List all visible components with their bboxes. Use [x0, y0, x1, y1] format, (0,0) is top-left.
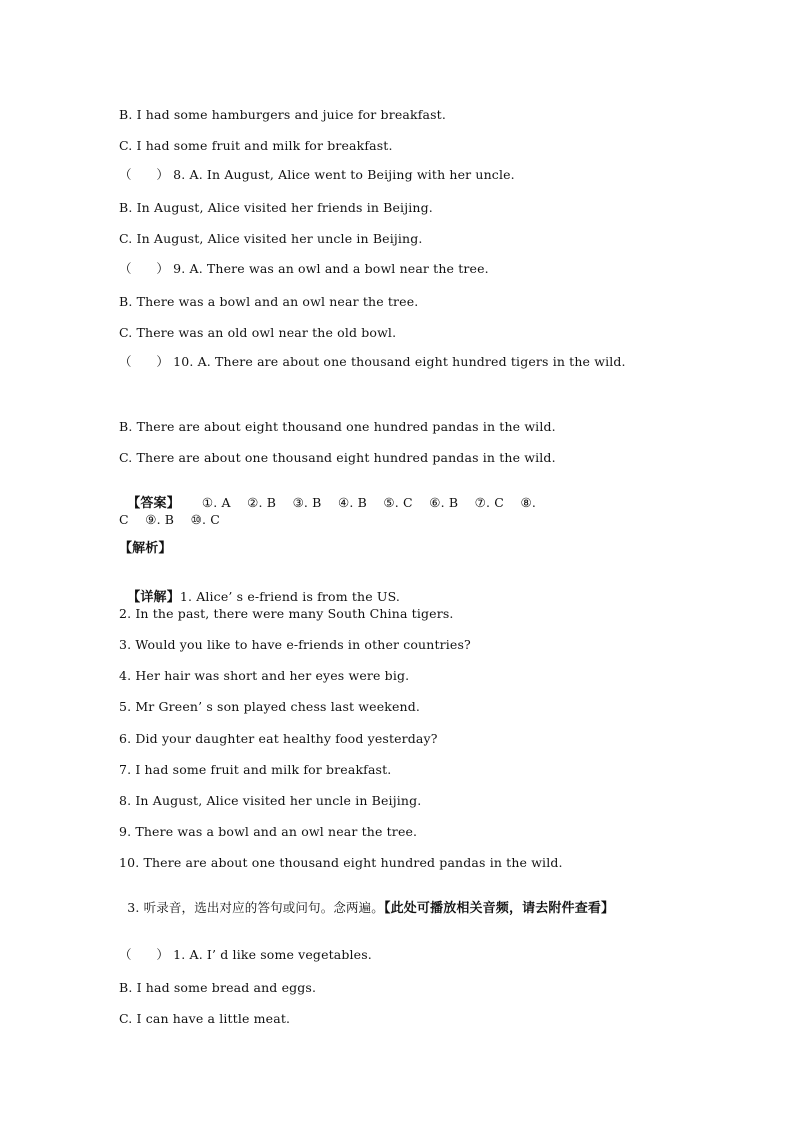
detail-item: 5. Mr Green’ s son played chess last weekend.	[119, 699, 420, 714]
option-line: B. There was a bowl and an owl near the tree.	[119, 294, 419, 309]
audio-note: 【此处可播放相关音频，请去附件查看】	[383, 901, 615, 916]
detail-item: 2. In the past, there were many South China tigers.	[119, 606, 454, 621]
detail-row	[119, 573, 400, 606]
detail-item: 6. Did your daughter eat healthy food yesterday?	[119, 731, 438, 746]
detail-item: 3. Would you like to have e-friends in other countries?	[119, 637, 471, 652]
question-line: （ ） 8. A. In August, Alice went to Beijing with her uncle.	[119, 167, 515, 182]
option-line: B. I had some hamburgers and juice for breakfast.	[119, 107, 446, 122]
detail-item: 4. Her hair was short and her eyes were big.	[119, 668, 410, 683]
answer-row	[119, 479, 536, 512]
detail-item: 10. There are about one thousand eight hundred pandas in the wild.	[119, 855, 563, 870]
answer-label: 【答案】	[127, 496, 180, 511]
instruction-text: 3. 听录音，选出对应的答句或问句。念两遍。	[127, 900, 384, 915]
question-line: （ ） 10. A. There are about one thousand eight hundred tigers in the wild.	[119, 354, 626, 369]
question-line: （ ） 1. A. I’ d like some vegetables.	[119, 947, 372, 962]
option-line: B. There are about eight thousand one hundred pandas in the wild.	[119, 419, 556, 434]
section-instruction	[119, 884, 614, 917]
option-line: C. In August, Alice visited her uncle in Beijing.	[119, 231, 423, 246]
option-line: C. I can have a little meat.	[119, 1011, 291, 1026]
detail-item: 1. Alice’ s e-friend is from the US.	[179, 589, 400, 604]
answer-values-continued: C ⑨. B ⑩. C	[119, 512, 220, 527]
option-line: C. There was an old owl near the old bowl.	[119, 325, 397, 340]
option-line: B. I had some bread and eggs.	[119, 980, 317, 995]
answer-values: ①. A ②. B ③. B ④. B ⑤. C ⑥. B ⑦. C ⑧.	[201, 495, 536, 510]
option-line: B. In August, Alice visited her friends in Beijing.	[119, 200, 433, 215]
option-line: C. I had some fruit and milk for breakfast.	[119, 138, 393, 153]
detail-label: 【详解】	[127, 590, 180, 605]
detail-item: 7. I had some fruit and milk for breakfast.	[119, 762, 392, 777]
detail-item: 8. In August, Alice visited her uncle in Beijing.	[119, 793, 422, 808]
question-line: （ ） 9. A. There was an owl and a bowl near the tree.	[119, 261, 489, 276]
option-line: C. There are about one thousand eight hundred pandas in the wild.	[119, 450, 556, 465]
analysis-label: 【解析】	[119, 541, 172, 556]
detail-item: 9. There was a bowl and an owl near the tree.	[119, 824, 418, 839]
